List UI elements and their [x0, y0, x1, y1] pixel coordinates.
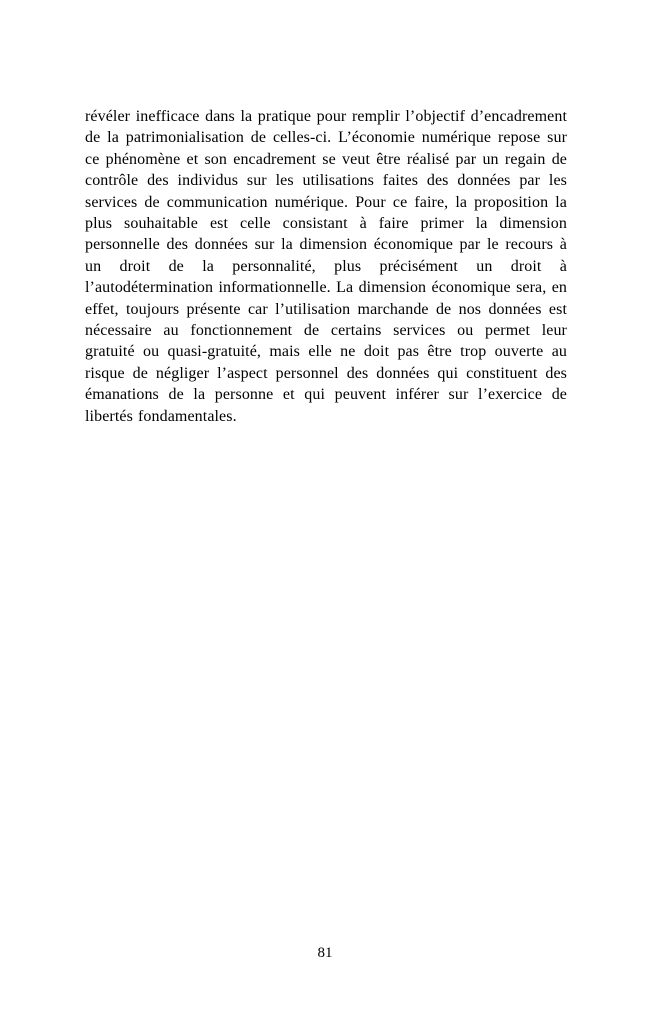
- paragraph-text: révéler inefficace dans la pratique pour remplir l’objectif d’encadrement de la patrimonialisation de celles-ci. L’économie numérique repose sur ce phénomène et son encadrement se veut être réalisé par un regain de contrôle des individus sur les utilisations faites des données par les services de communication numérique. Pour ce faire, la proposition la plus souhaitable est celle consistant à faire primer la dimension personnelle des données sur la dimension économique par le recours à un droit de la personnalité, plus précisément un droit à l’autodétermination informationnelle. La dimension économique sera, en effet, toujours présente car l’utilisation marchande de nos données est nécessaire au fonctionnement de certains services ou permet leur gratuité ou quasi-gratuité, mais elle ne doit pas être trop ouverte au risque de négliger l’aspect personnel des données qui constituent des émanations de la personne et qui peuvent inférer sur l’exercice de libertés fondamentales.: [85, 108, 567, 425]
- page-number: 81: [317, 945, 333, 961]
